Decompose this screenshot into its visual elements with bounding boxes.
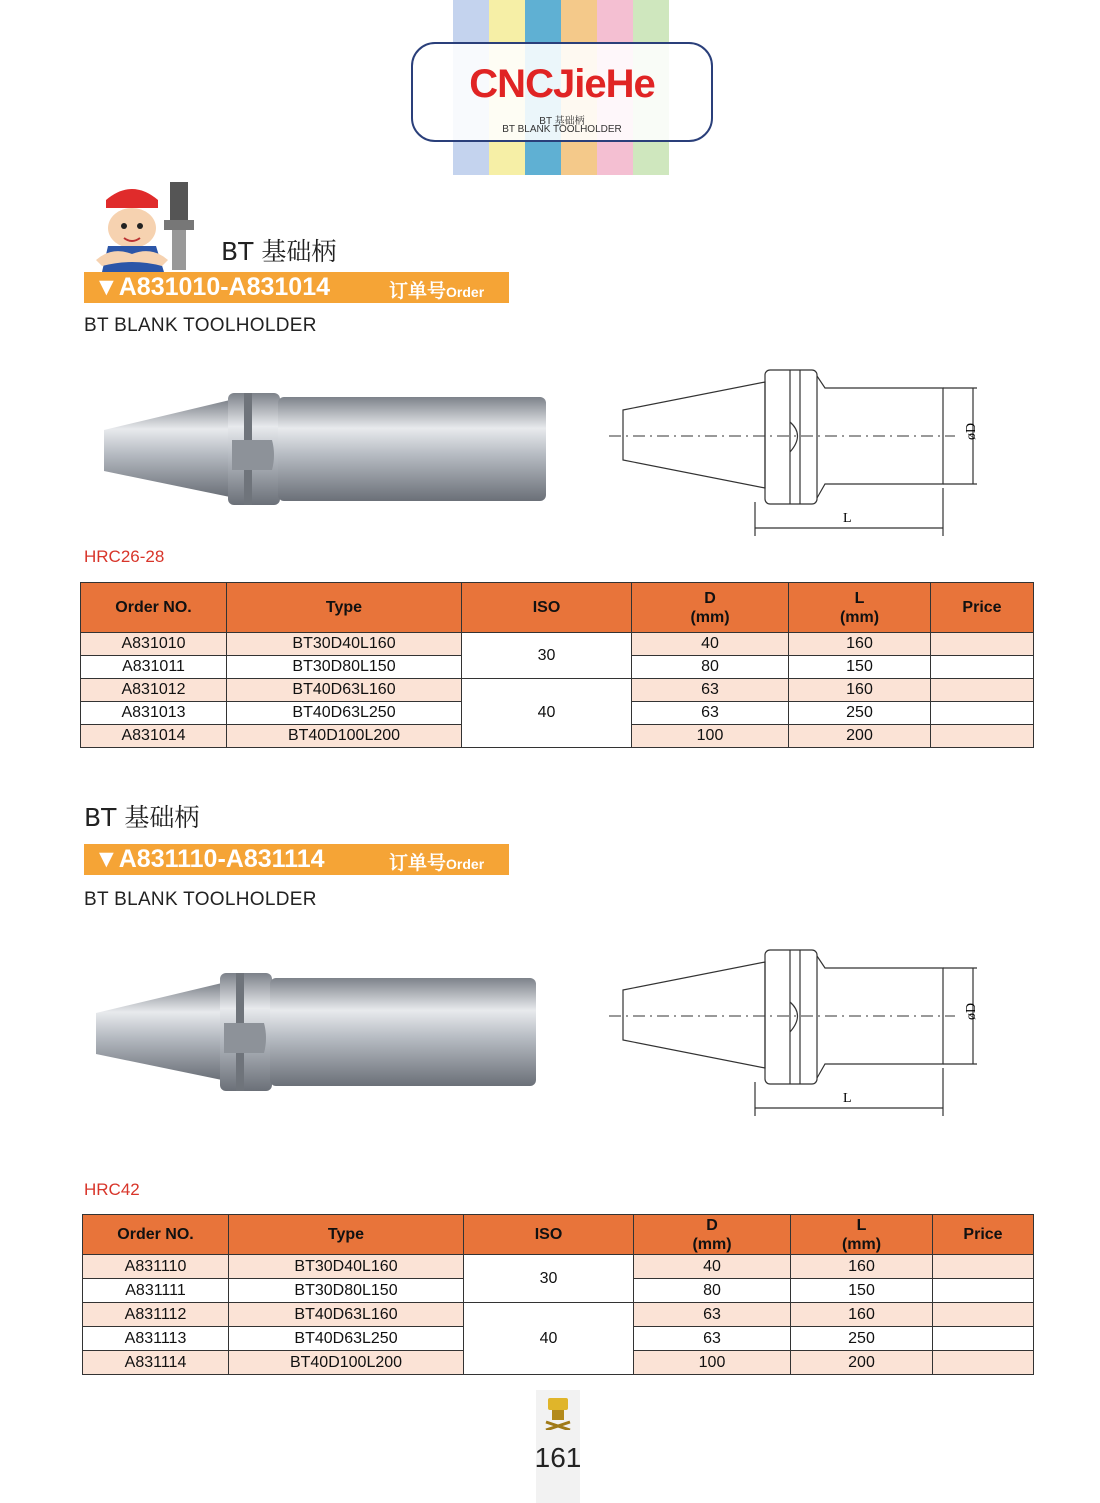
col-header-iso: ISO [462,583,632,633]
cell-iso: 30 [464,1255,634,1303]
cell-d: 63 [632,679,789,702]
toolholder-photo [92,968,542,1098]
length-label: L [843,1091,852,1106]
cell-price [931,633,1034,656]
cell-order: A831011 [81,656,227,679]
col-header-l: L (mm) [791,1215,933,1255]
cell-order: A831012 [81,679,227,702]
cell-d: 40 [634,1255,791,1279]
section-title: BT 基础柄 [221,237,337,266]
order-band [84,272,509,322]
mascot-image [92,180,222,272]
brand-logo-box [411,42,713,142]
col-header-type: Type [227,583,462,633]
toolholder-photo [100,385,550,515]
brand-subtitle-en: BT BLANK TOOLHOLDER [502,124,622,135]
technical-drawing [605,360,1000,540]
cell-d: 63 [634,1327,791,1351]
cell-l: 160 [791,1255,933,1279]
cell-l: 250 [789,702,931,725]
cell-d: 40 [632,633,789,656]
cell-type: BT40D63L250 [227,702,462,725]
cell-d: 63 [634,1303,791,1327]
table-row [81,633,1034,656]
col-header-iso: ISO [464,1215,634,1255]
col-header-type: Type [229,1215,464,1255]
hardness-label: HRC26-28 [84,547,165,566]
section-title: BT 基础柄 [84,803,200,832]
order-label: 订单号Order NO. [389,281,485,322]
table-row [83,1303,1034,1327]
diameter-label: øD [964,1002,979,1020]
cell-order: A831113 [83,1327,229,1351]
cell-d: 63 [632,702,789,725]
order-band [84,844,509,894]
col-header-d: D (mm) [634,1215,791,1255]
cell-l: 160 [789,679,931,702]
technical-drawing [605,940,1000,1120]
cell-type: BT30D40L160 [227,633,462,656]
col-header-order: Order NO. [81,583,227,633]
cell-price [931,725,1034,748]
cell-order: A831114 [83,1351,229,1375]
cell-l: 200 [791,1351,933,1375]
spec-table [82,1214,1034,1375]
spec-table [80,582,1034,748]
cell-price [933,1255,1034,1279]
cell-type: BT30D80L150 [227,656,462,679]
cell-type: BT40D63L160 [227,679,462,702]
cell-l: 160 [789,633,931,656]
hardness-label: HRC42 [84,1180,140,1199]
cell-order: A831010 [81,633,227,656]
length-label: L [843,511,852,526]
cell-order: A831013 [81,702,227,725]
brand-subtitle-cn: BT 基础柄 [539,116,585,127]
cell-price [933,1279,1034,1303]
cell-type: BT40D100L200 [227,725,462,748]
cell-price [931,679,1034,702]
cell-d: 80 [634,1279,791,1303]
col-header-d: D (mm) [632,583,789,633]
section-subtitle: BT BLANK TOOLHOLDER [84,889,317,910]
cell-iso: 40 [464,1303,634,1375]
cell-l: 150 [791,1279,933,1303]
cell-price [931,702,1034,725]
cell-type: BT30D80L150 [229,1279,464,1303]
col-header-l: L (mm) [789,583,931,633]
cell-order: A831014 [81,725,227,748]
col-header-price: Price [931,583,1034,633]
cell-price [933,1303,1034,1327]
cell-order: A831112 [83,1303,229,1327]
brand-logo: CNCJieHe [469,62,655,106]
section-subtitle: BT BLANK TOOLHOLDER [84,315,317,336]
cell-l: 160 [791,1303,933,1327]
cell-iso: 40 [462,679,632,748]
cell-price [933,1327,1034,1351]
page-number: 161 [534,1442,582,1473]
cell-type: BT40D63L250 [229,1327,464,1351]
cell-l: 200 [789,725,931,748]
cell-l: 250 [791,1327,933,1351]
table-row [83,1255,1034,1279]
cell-price [931,656,1034,679]
order-range: ▼A831010-A831014 [94,273,331,301]
order-range: ▼A831110-A831114 [94,845,325,873]
cell-iso: 30 [462,633,632,679]
cell-order: A831110 [83,1255,229,1279]
col-header-price: Price [933,1215,1034,1255]
tool-emblem-icon [544,1396,572,1430]
cell-type: BT40D63L160 [229,1303,464,1327]
cell-d: 100 [634,1351,791,1375]
diameter-label: øD [964,422,979,440]
order-label: 订单号Order NO. [389,853,485,894]
cell-type: BT30D40L160 [229,1255,464,1279]
cell-price [933,1351,1034,1375]
cell-order: A831111 [83,1279,229,1303]
col-header-order: Order NO. [83,1215,229,1255]
cell-type: BT40D100L200 [229,1351,464,1375]
table-row [81,679,1034,702]
cell-d: 100 [632,725,789,748]
cell-d: 80 [632,656,789,679]
cell-l: 150 [789,656,931,679]
